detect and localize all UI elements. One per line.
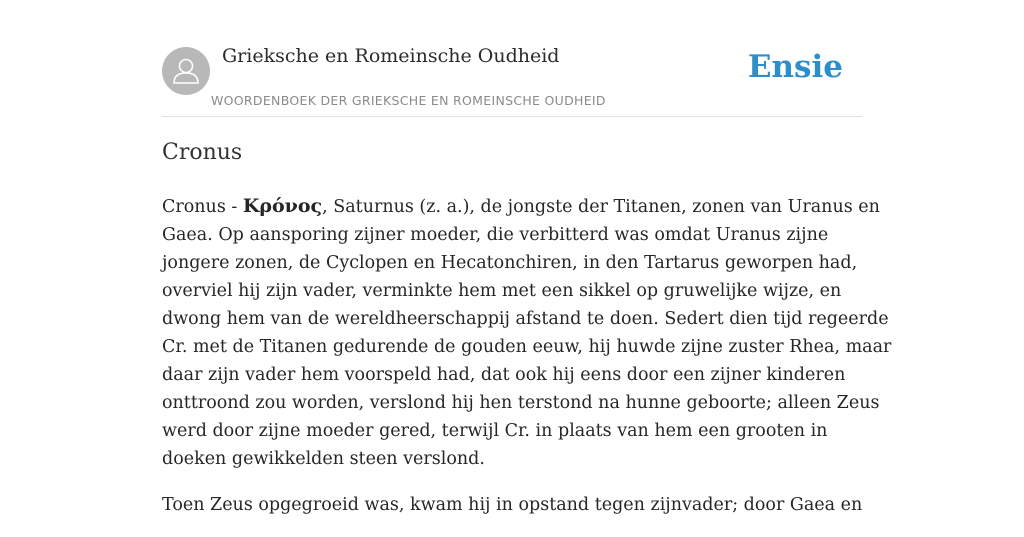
page [162, 0, 892, 515]
user-icon[interactable] [162, 47, 210, 95]
text-line: Gaea. Op aansporing zijner moeder, die verbitterd was omdat Uranus zijne [162, 225, 829, 245]
source-subtitle: WOORDENBOEK DER GRIEKSCHE EN ROMEINSCHE OUDHEID [211, 93, 606, 108]
brand-logo[interactable]: Ensie [747, 49, 843, 85]
paragraph-1-line-1 [162, 192, 880, 221]
text-line: Cr. met de Titanen gedurende de gouden eeuw, hij huwde zijne zuster Rhea, maar [162, 337, 892, 357]
user-icon-graphic [162, 47, 210, 95]
text-line: onttroond zou worden, verslond hij hen terstond na hunne geboorte; alleen Zeus [162, 393, 880, 413]
article-lead: Cronus - [162, 197, 243, 217]
paragraph-1 [162, 192, 892, 473]
source-title-link[interactable]: Grieksche en Romeinsche Oudheid [222, 45, 560, 67]
text-line: werd door zijne moeder gered, terwijl Cr. in plaats van hem een grooten in [162, 421, 828, 441]
text-line: daar zijn vader hem voorspeld had, dat ook hij eens door een zijner kinderen [162, 365, 846, 385]
text-line: Toen Zeus opgegroeid was, kwam hij in opstand tegen zijnvader; door Gaea en [162, 495, 863, 515]
line-1-rest: , Saturnus (z. a.), de jongste der Titanen, zonen van Uranus en [322, 197, 880, 217]
text-line: jongere zonen, de Cyclopen en Hecatonchiren, in den Tartarus geworpen had, [162, 253, 858, 273]
article-title: Cronus [162, 140, 243, 165]
text-line: doeken gewikkelden steen verslond. [162, 449, 485, 469]
paragraph-2 [162, 491, 862, 519]
article-body [162, 192, 892, 537]
text-line: overviel hij zijn vader, verminkte hem met een sikkel op gruwelijke wijze, en [162, 281, 842, 301]
header [162, 0, 862, 117]
greek-term: Κρόνος [242, 195, 323, 217]
text-line: dwong hem van de wereldheerschappij afstand te doen. Sedert dien tijd regeerde [162, 309, 889, 329]
